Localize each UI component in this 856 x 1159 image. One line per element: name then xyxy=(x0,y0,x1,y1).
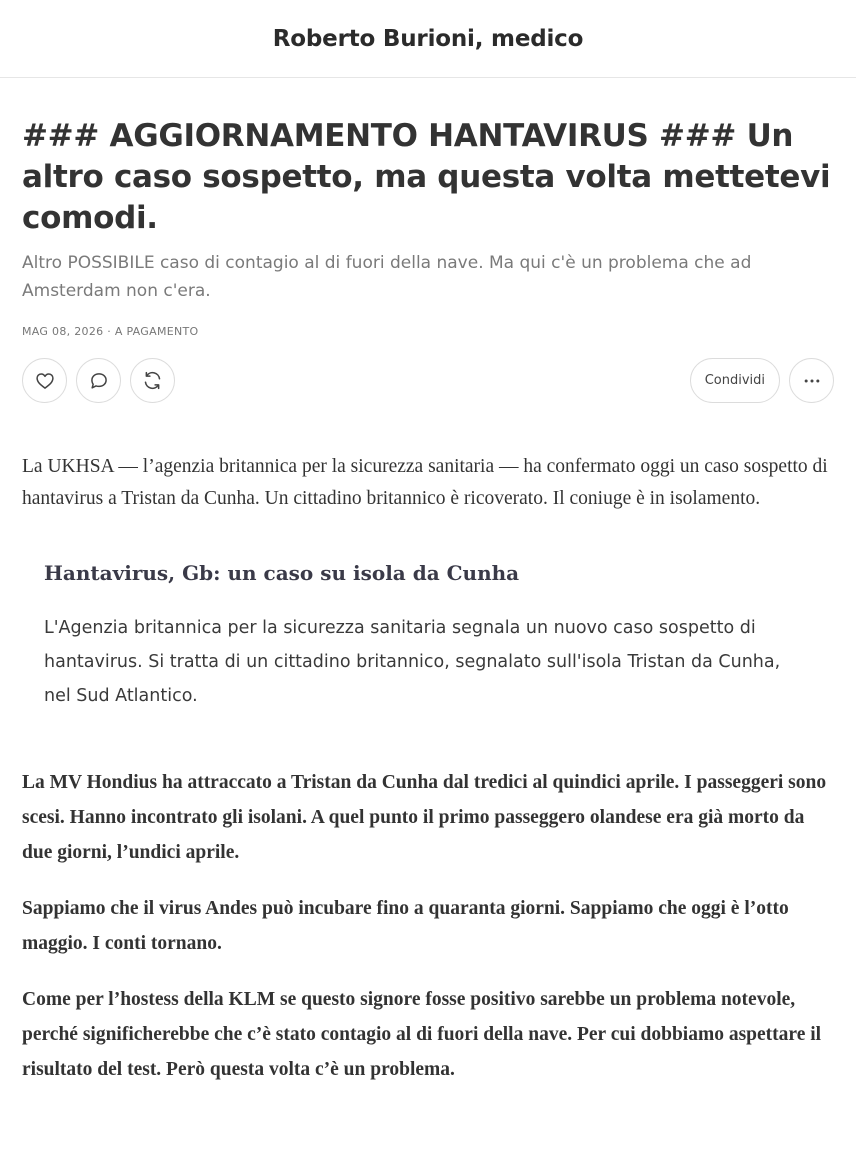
more-horizontal-icon xyxy=(802,371,822,391)
more-options-button[interactable] xyxy=(789,358,834,403)
article-paragraph: La MV Hondius ha attraccato a Tristan da Cunha dal tredici al quindici aprile. I passeggeri sono scesi. Hanno incontrato gli isolani. A quel punto il primo passeggero olandese era già morto da due giorni, l’undici aprile. xyxy=(22,772,827,863)
post-subtitle: Altro POSSIBILE caso di contagio al di fuori della nave. Ma qui c'è un problema che ad Amsterdam non c'era. xyxy=(22,253,752,301)
article-paragraph: Sappiamo che il virus Andes può incubare fino a quaranta giorni. Sappiamo che oggi è l’otto maggio. I conti tornano. xyxy=(22,898,789,954)
publication-title[interactable]: Roberto Burioni, medico xyxy=(272,25,584,52)
restack-button[interactable] xyxy=(130,358,175,403)
article-paragraph: Come per l’hostess della KLM se questo signore fosse positivo sarebbe un problema notevole, perché significherebbe che c’è stato contagio al di fuori della nave. Per cui dobbiamo aspettare il risultato del test. Però questa volta c’è un problema. xyxy=(22,989,822,1080)
comment-button[interactable] xyxy=(76,358,121,403)
comment-bubble-icon xyxy=(89,371,109,391)
embedded-news-text: L'Agenzia britannica per la sicurezza sanitaria segnala un nuovo caso sospetto di hantavirus. Si tratta di un cittadino britannico, segnalato sull'isola Tristan da Cunha, nel Sud Atlantico. xyxy=(44,618,781,706)
restack-icon xyxy=(142,370,163,391)
like-button[interactable] xyxy=(22,358,67,403)
post-title: ### AGGIORNAMENTO HANTAVIRUS ### Un altro caso sospetto, ma questa volta mettetevi comodi. xyxy=(22,118,831,236)
publication-header xyxy=(0,0,856,78)
post-meta: MAG 08, 2026 · A PAGAMENTO xyxy=(22,325,199,338)
post-content xyxy=(0,116,856,1087)
embedded-news-title: Hantavirus, Gb: un caso su isola da Cunha xyxy=(44,561,520,585)
post-actions-bar xyxy=(22,358,834,403)
share-button[interactable]: Condividi xyxy=(690,358,780,403)
article-paragraph: La UKHSA — l’agenzia britannica per la sicurezza sanitaria — ha confermato oggi un caso sospetto di hantavirus a Tristan da Cunha. Un cittadino britannico è ricoverato. Il coniuge è in isolamento. xyxy=(22,456,828,509)
heart-icon xyxy=(35,371,55,391)
embedded-news-excerpt xyxy=(22,561,834,713)
